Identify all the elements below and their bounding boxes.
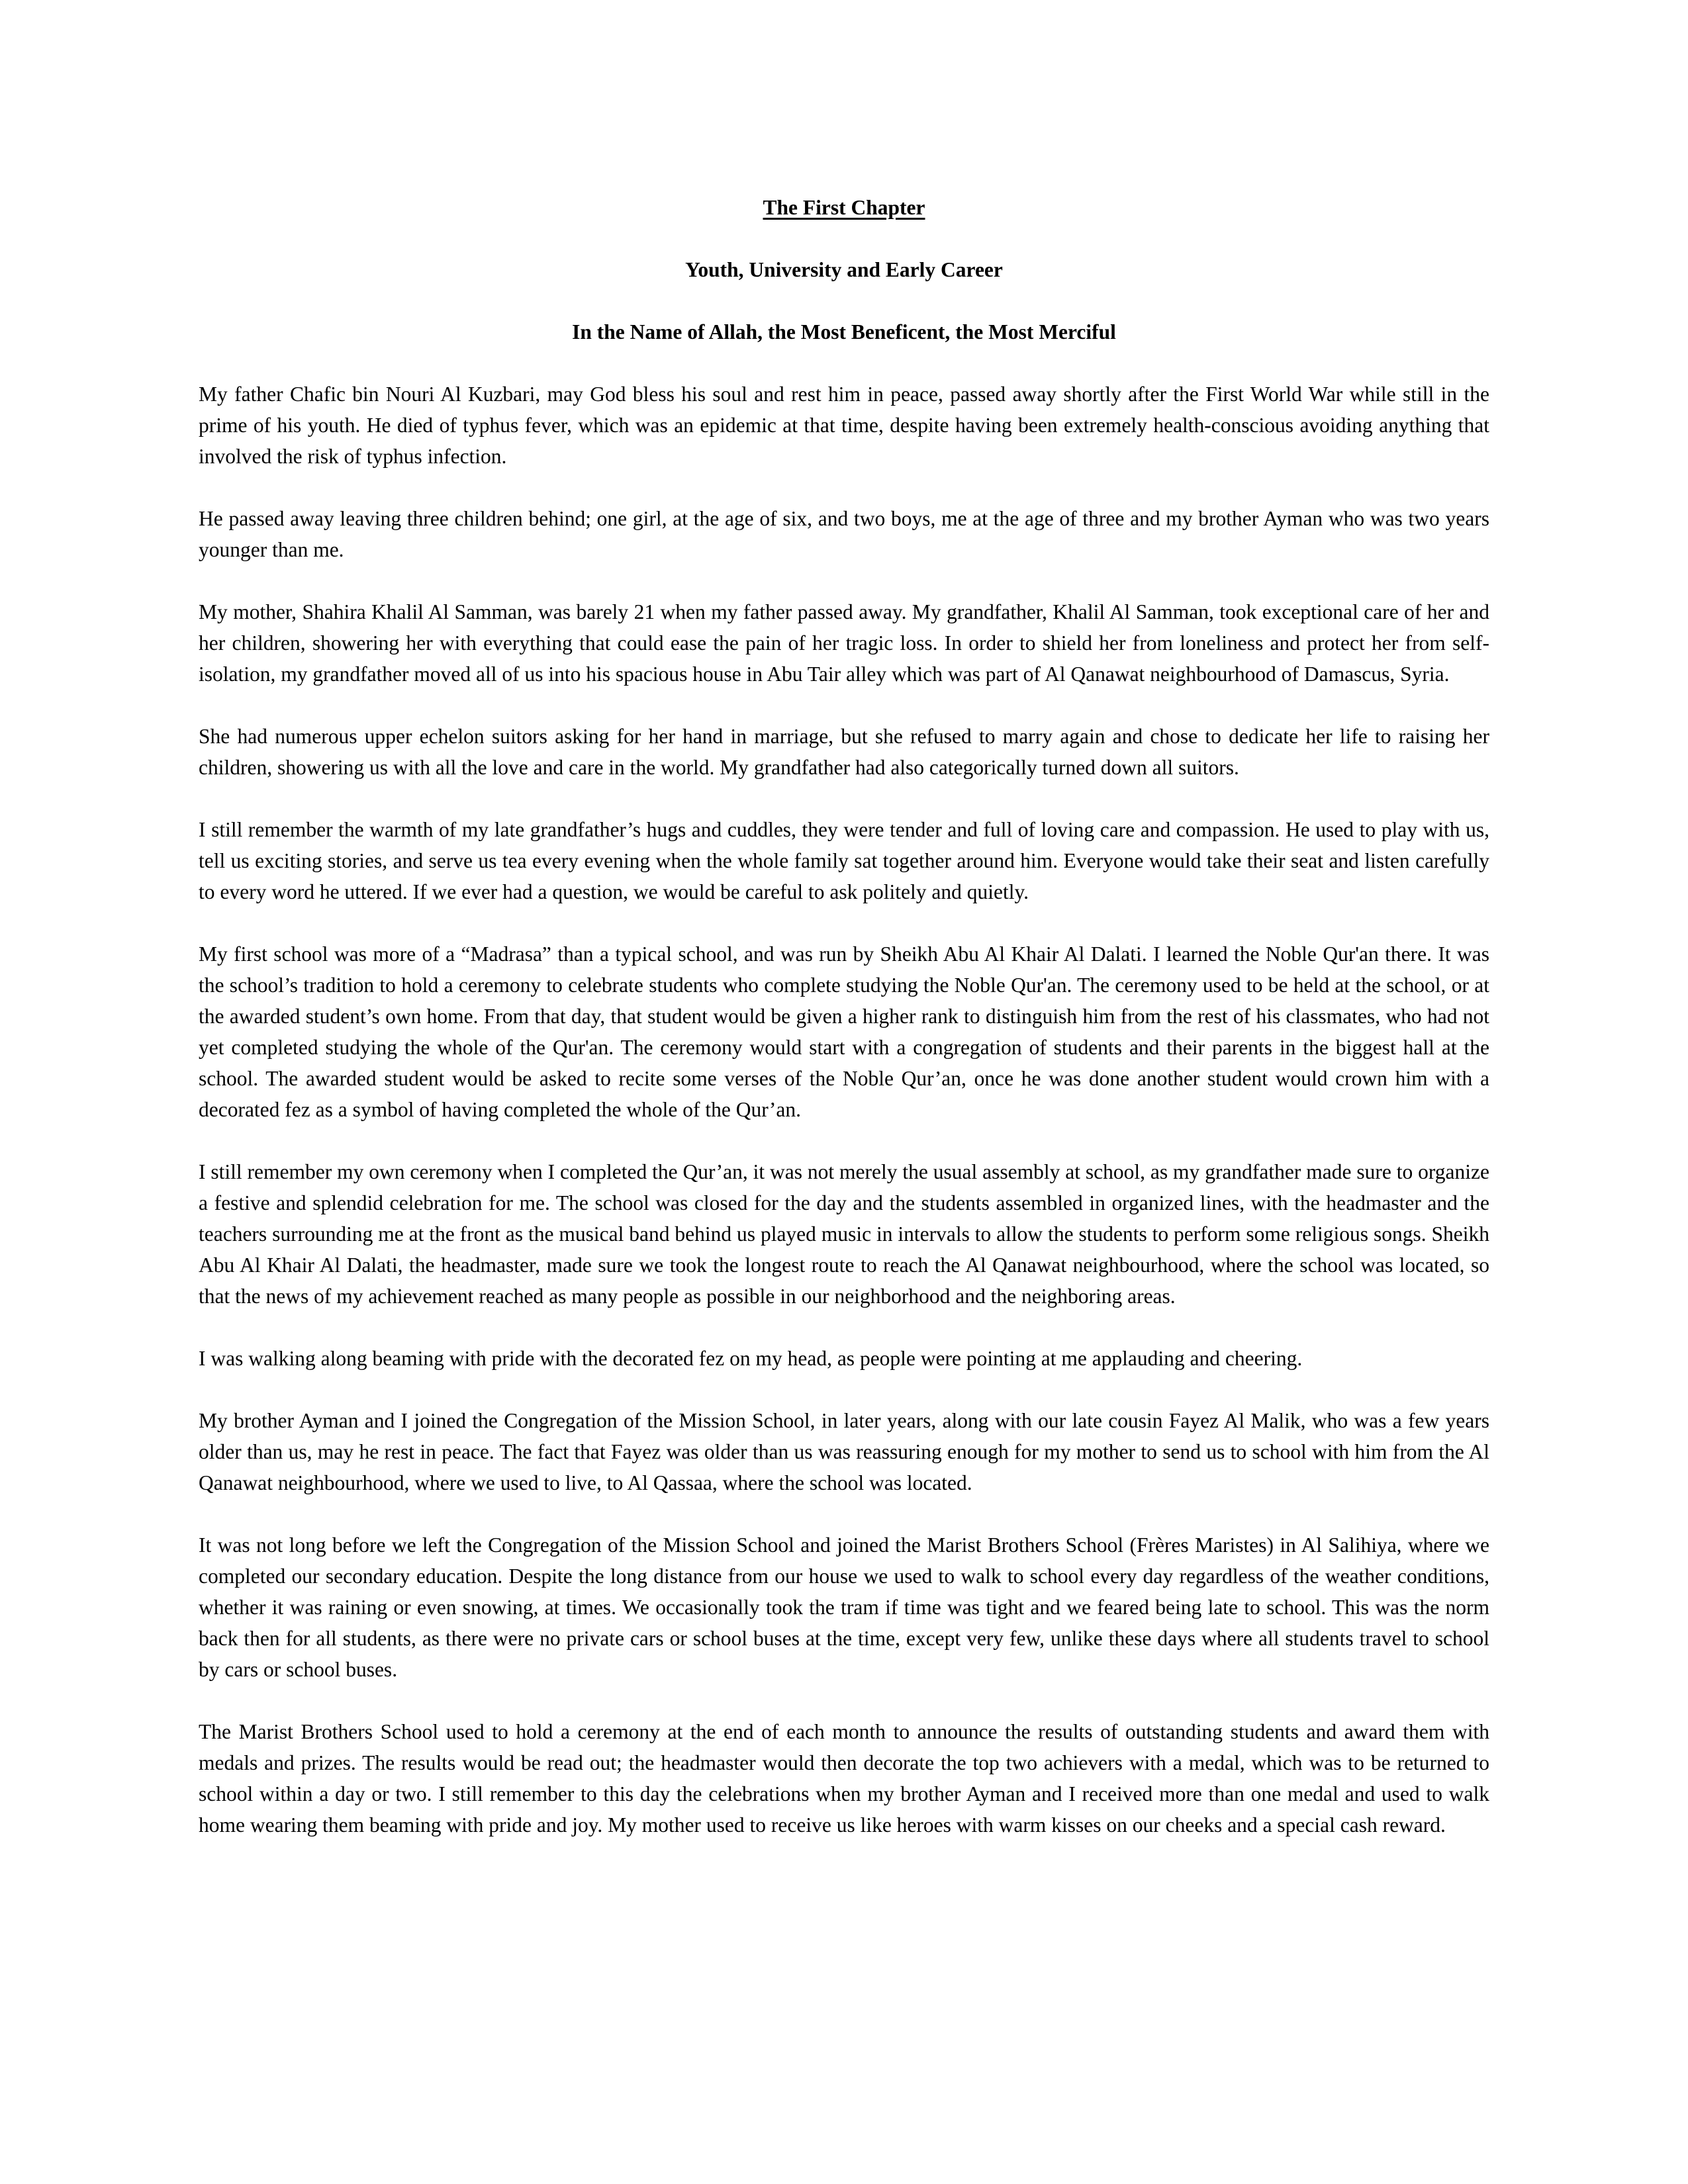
- invocation-heading: In the Name of Allah, the Most Beneficent, the Most Merciful: [572, 320, 1116, 343]
- document-page: [199, 192, 1489, 1872]
- paragraph-suitors: She had numerous upper echelon suitors asking for her hand in marriage, but she refused to marry again and chose to dedicate her life to raising her children, showering us with all the love and care in the world. My grandfather had also categorically turned down all suitors.: [199, 725, 1489, 779]
- paragraph-mother: My mother, Shahira Khalil Al Samman, was barely 21 when my father passed away. My grandfather, Khalil Al Samman, took exceptional care of her and her children, showering her with everything that could ease the pain of her tragic loss. In order to shield her from loneliness and protect her from self-isolation, my grandfather moved all of us into his spacious house in Abu Tair alley which was part of Al Qanawat neighbourhood of Damascus, Syria.: [199, 600, 1489, 686]
- paragraph-ceremony: I still remember my own ceremony when I completed the Qur’an, it was not merely the usual assembly at school, as my grandfather made sure to organize a festive and splendid celebration for me. The school was closed for the day and the students assembled in organized lines, with the headmaster and the teachers surrounding me at the front as the musical band behind us played music in intervals to allow the students to perform some religious songs. Sheikh Abu Al Khair Al Dalati, the headmaster, made sure we took the longest route to reach the Al Qanawat neighbourhood, where the school was located, so that the news of my achievement reached as many people as possible in our neighborhood and the neighboring areas.: [199, 1160, 1489, 1308]
- paragraph-first-school: My first school was more of a “Madrasa” than a typical school, and was run by Sheikh Abu Al Khair Al Dalati. I learned the Noble Qur'an there. It was the school’s tradition to hold a ceremony to celebrate students who complete studying the Noble Qur'an. The ceremony used to be held at the school, or at the awarded student’s own home. From that day, that student would be given a higher rank to distinguish him from the rest of his classmates, who had not yet completed studying the whole of the Qur'an. The ceremony would start with a congregation of students and their parents in the biggest hall at the school. The awarded student would be asked to recite some verses of the Noble Qur’an, once he was done another student would crown him with a decorated fez as a symbol of having completed the whole of the Qur’an.: [199, 942, 1489, 1121]
- paragraph-father: My father Chafic bin Nouri Al Kuzbari, may God bless his soul and rest him in peace, passed away shortly after the First World War while still in the prime of his youth. He died of typhus fever, which was an epidemic at that time, despite having been extremely health-conscious avoiding anything that involved the risk of typhus infection.: [199, 383, 1489, 468]
- paragraph-children: He passed away leaving three children behind; one girl, at the age of six, and two boys, me at the age of three and my brother Ayman who was two years younger than me.: [199, 507, 1489, 561]
- paragraph-medals: The Marist Brothers School used to hold a ceremony at the end of each month to announce the results of outstanding students and award them with medals and prizes. The results would be read out; the headmaster would then decorate the top two achievers with a medal, which was to be returned to school within a day or two. I still remember to this day the celebrations when my brother Ayman and I received more than one medal and used to walk home wearing them beaming with pride and joy. My mother used to receive us like heroes with warm kisses on our cheeks and a special cash reward.: [199, 1720, 1489, 1837]
- paragraph-grandfather: I still remember the warmth of my late grandfather’s hugs and cuddles, they were tender and full of loving care and compassion. He used to play with us, tell us exciting stories, and serve us tea every evening when the whole family sat together around him. Everyone would take their seat and listen carefully to every word he uttered. If we ever had a question, we would be careful to ask politely and quietly.: [199, 818, 1489, 903]
- paragraph-marist-school: It was not long before we left the Congregation of the Mission School and joined the Marist Brothers School (Frères Maristes) in Al Salihiya, where we completed our secondary education. Despite the long distance from our house we used to walk to school every day regardless of the weather conditions, whether it was raining or even snowing, at times. We occasionally took the tram if time was tight and we feared being late to school. This was the norm back then for all students, as there were no private cars or school buses at the time, except very few, unlike these days where all students travel to school by cars or school buses.: [199, 1533, 1489, 1681]
- paragraph-mission-school: My brother Ayman and I joined the Congregation of the Mission School, in later years, along with our late cousin Fayez Al Malik, who was a few years older than us, may he rest in peace. The fact that Fayez was older than us was reassuring enough for my mother to send us to school with him from the Al Qanawat neighbourhood, where we used to live, to Al Qassaa, where the school was located.: [199, 1409, 1489, 1494]
- chapter-title: The First Chapter: [763, 196, 925, 219]
- chapter-subtitle: Youth, University and Early Career: [685, 258, 1003, 281]
- paragraph-fez: I was walking along beaming with pride with the decorated fez on my head, as people were pointing at me applauding and cheering.: [199, 1347, 1303, 1370]
